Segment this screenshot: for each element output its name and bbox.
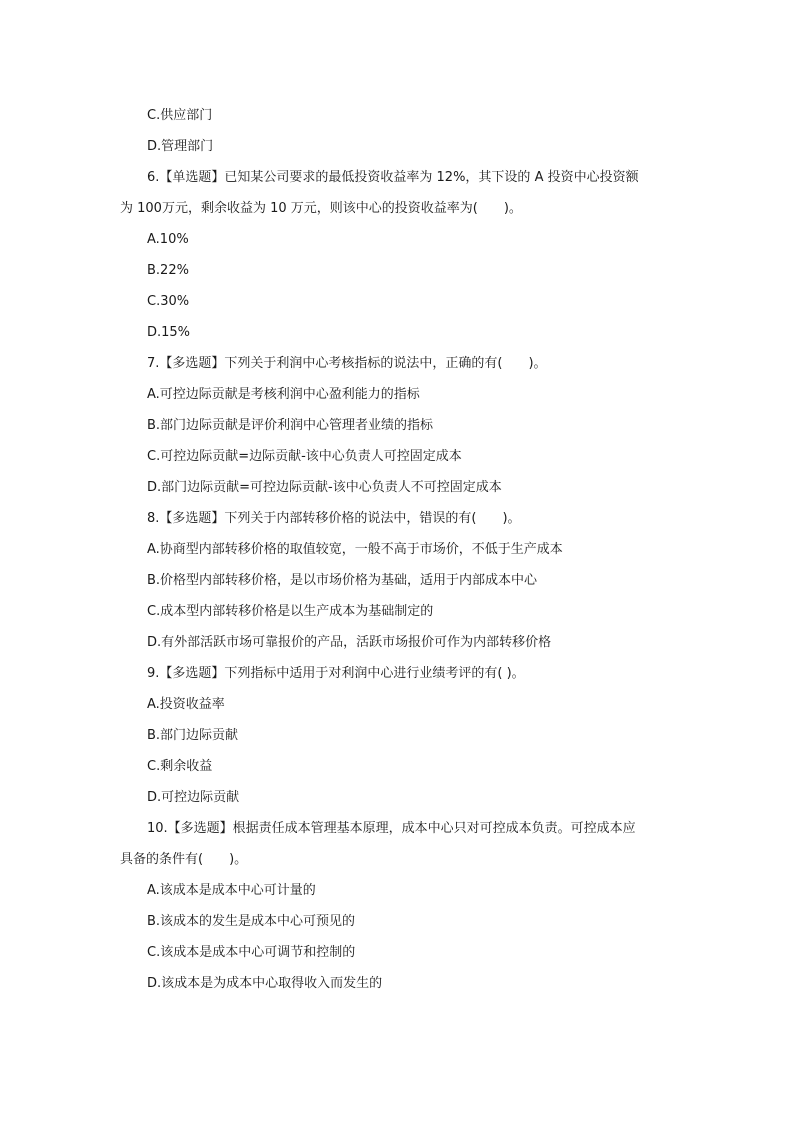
answer-option: B.部门边际贡献是评价利润中心管理者业绩的指标 — [147, 418, 434, 433]
answer-option: B.22% — [147, 263, 189, 278]
answer-option: A.投资收益率 — [147, 697, 225, 712]
answer-option: B.部门边际贡献 — [147, 728, 239, 743]
exam-content — [120, 100, 680, 999]
answer-option: A.10% — [147, 232, 189, 247]
answer-option: D.15% — [147, 325, 191, 340]
answer-option: C.剩余收益 — [147, 759, 213, 774]
question-continuation: 为 100万元，剩余收益为 10 万元，则该中心的投资收益率为( )。 — [120, 201, 522, 216]
answer-option: C.30% — [147, 294, 190, 309]
answer-option: D.有外部活跃市场可靠报价的产品，活跃市场报价可作为内部转移价格 — [147, 635, 552, 650]
answer-option: C.成本型内部转移价格是以生产成本为基础制定的 — [147, 604, 434, 619]
answer-option: D.管理部门 — [147, 139, 214, 154]
question-stem: 10.【多选题】根据责任成本管理基本原理，成本中心只对可控成本负责。可控成本应 — [147, 821, 636, 836]
answer-option: C.供应部门 — [147, 108, 213, 123]
answer-option: A.可控边际贡献是考核利润中心盈利能力的指标 — [147, 387, 420, 402]
question-stem: 7.【多选题】下列关于利润中心考核指标的说法中，正确的有( )。 — [147, 356, 547, 371]
answer-option: C.可控边际贡献=边际贡献-该中心负责人可控固定成本 — [147, 449, 462, 464]
question-stem: 9.【多选题】下列指标中适用于对利润中心进行业绩考评的有( )。 — [147, 666, 525, 681]
answer-option: C.该成本是成本中心可调节和控制的 — [147, 945, 356, 960]
answer-option: B.该成本的发生是成本中心可预见的 — [147, 914, 356, 929]
answer-option: D.该成本是为成本中心取得收入而发生的 — [147, 976, 383, 991]
answer-option: A.该成本是成本中心可计量的 — [147, 883, 316, 898]
answer-option: D.部门边际贡献=可控边际贡献-该中心负责人不可控固定成本 — [147, 480, 502, 495]
question-continuation: 具备的条件有( )。 — [120, 852, 248, 867]
answer-option: A.协商型内部转移价格的取值较宽，一般不高于市场价，不低于生产成本 — [147, 542, 563, 557]
question-stem: 8.【多选题】下列关于内部转移价格的说法中，错误的有( )。 — [147, 511, 521, 526]
question-stem: 6.【单选题】已知某公司要求的最低投资收益率为 12%，其下设的 A 投资中心投资额 — [147, 170, 639, 185]
answer-option: B.价格型内部转移价格，是以市场价格为基础，适用于内部成本中心 — [147, 573, 538, 588]
answer-option: D.可控边际贡献 — [147, 790, 240, 805]
